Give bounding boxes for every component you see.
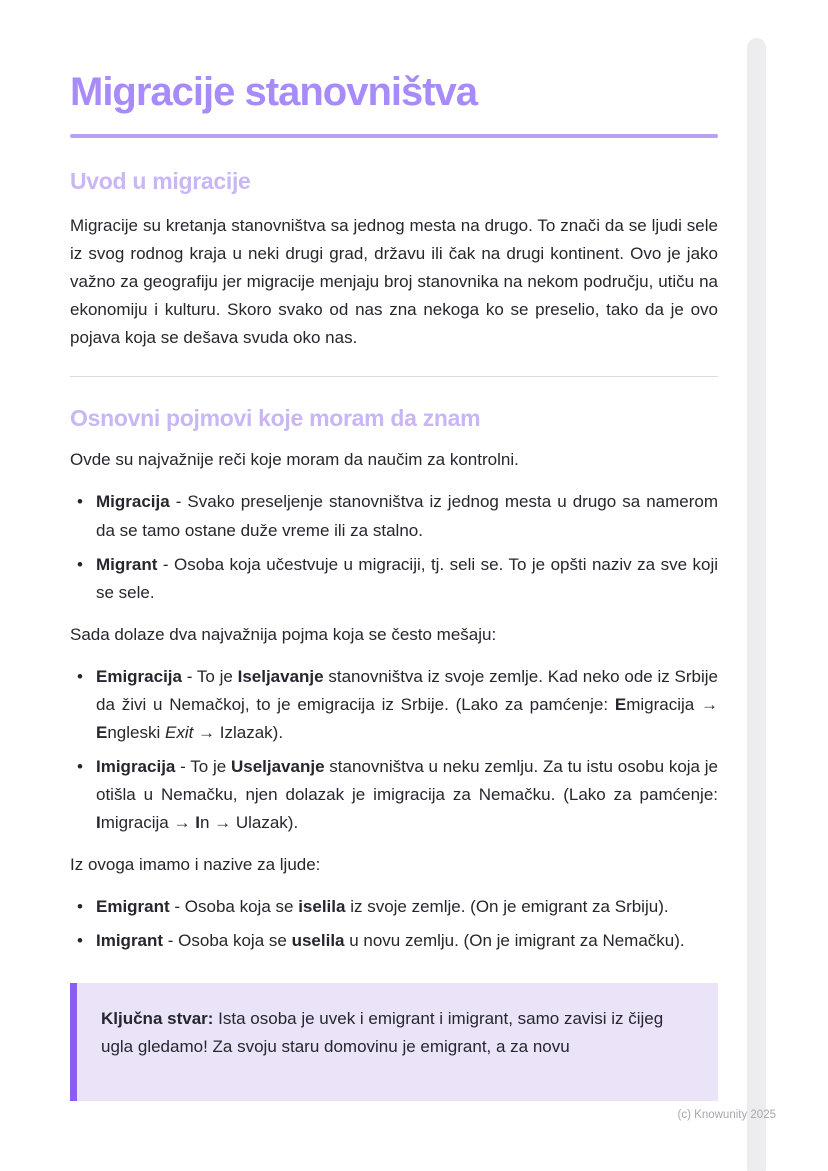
- term-bold: Migracija: [96, 492, 170, 512]
- term-bold: Iseljavanje: [237, 666, 324, 686]
- section-heading-uvod: Uvod u migracije: [70, 168, 251, 194]
- term-bold: Migrant: [96, 554, 158, 574]
- list-item-emigracija: [70, 663, 718, 747]
- text-run: iz svoje zemlje. (On je emigrant za Srbiju).: [345, 897, 669, 917]
- text-run: → Izlazak).: [193, 722, 284, 742]
- text-run: stanovništva u neku zemlju. Za tu istu osobu koja je otišla u Nemačku, njen dolazak je imigracija za Nemačku. (Lako za pamćenje:: [96, 756, 718, 804]
- people-terms-intro: Iz ovoga imamo i nazive za ljude:: [70, 854, 321, 874]
- text-run: n → Ulazak).: [199, 812, 299, 832]
- italic-run: Exit: [164, 722, 194, 742]
- term-bold: Imigrant: [96, 931, 164, 951]
- term-bold: Imigracija: [96, 756, 176, 776]
- term-bold: Useljavanje: [230, 756, 325, 776]
- list-item-imigrant: [70, 927, 718, 955]
- callout-label: Ključna stvar:: [101, 1009, 214, 1029]
- page-title: Migracije stanovništva: [70, 70, 478, 114]
- list-item-migrant: [70, 551, 718, 607]
- text-run: migracija →: [100, 812, 196, 832]
- list-item-migracija: [70, 488, 718, 544]
- list-item-emigrant: [70, 893, 718, 921]
- list-item-imigracija: [70, 753, 718, 837]
- key-point-callout: [70, 983, 718, 1101]
- people-terms-list: [70, 893, 718, 955]
- letter-bold: I: [195, 812, 200, 832]
- text-run: ngleski: [107, 722, 165, 742]
- term-bold: Emigracija: [96, 666, 182, 686]
- text-run: - To je: [182, 666, 238, 686]
- section-heading-pojmovi: Osnovni pojmovi koje moram da znam: [70, 404, 481, 431]
- title-underline: [70, 134, 718, 138]
- text-run: - To je: [175, 756, 231, 776]
- text-run: u novu zemlju. (On je imigrant za Nemačku).: [344, 931, 685, 951]
- text-run: - Osoba koja se: [163, 931, 292, 951]
- letter-bold: E: [614, 694, 627, 714]
- text-run: - Osoba koja učestvuje u migraciji, tj. seli se. To je opšti naziv za sve koji se sele.: [96, 554, 718, 602]
- lead-paragraph: Ovde su najvažnije reči koje moram da naučim za kontrolni.: [70, 450, 519, 470]
- intro-paragraph: Migracije su kretanja stanovništva sa jednog mesta na drugo. To znači da se ljudi sele iz svog rodnog kraja u neki drugi grad, državu ili čak na drugi kontinent. Ovo je jako važno za geografiju jer migracije menjaju broj stanovnika na nekom području, utiču na ekonomiju i kulturu. Skoro svako od nas zna nekoga ko se preselio, tako da je ovo pojava koja se dešava svuda oko nas.: [70, 215, 718, 347]
- footer-copyright: (c) Knowunity 2025: [677, 1109, 776, 1121]
- term-bold: iselila: [298, 897, 346, 917]
- term-bold: Emigrant: [96, 897, 170, 917]
- letter-bold: I: [96, 812, 101, 832]
- text-run: stanovništva iz svoje zemlje. Kad neko ode iz Srbije da živi u Nemačkoj, to je emigracija iz Srbije. (Lako za pamćenje:: [96, 666, 718, 714]
- basic-terms-list: [70, 488, 718, 606]
- text-run: migracija →: [626, 694, 719, 714]
- text-run: - Osoba koja se: [169, 897, 299, 917]
- transition-paragraph: Sada dolaze dva najvažnija pojma koja se često mešaju:: [70, 624, 497, 644]
- text-run: - Svako preseljenje stanovništva iz jednog mesta u drugo sa namerom da se tamo ostane duže vreme ili za stalno.: [96, 492, 718, 540]
- term-bold: uselila: [291, 931, 345, 951]
- letter-bold: E: [96, 722, 108, 742]
- callout-text: Ista osoba je uvek i emigrant i imigrant, samo zavisi iz čijeg ugla gledamo! Za svoju staru domovinu je emigrant, a za novu: [101, 1009, 664, 1057]
- scrollbar-thumb[interactable]: [747, 38, 766, 1171]
- section-divider: [70, 376, 718, 377]
- migration-types-list: [70, 663, 718, 837]
- document-content: [70, 0, 718, 1101]
